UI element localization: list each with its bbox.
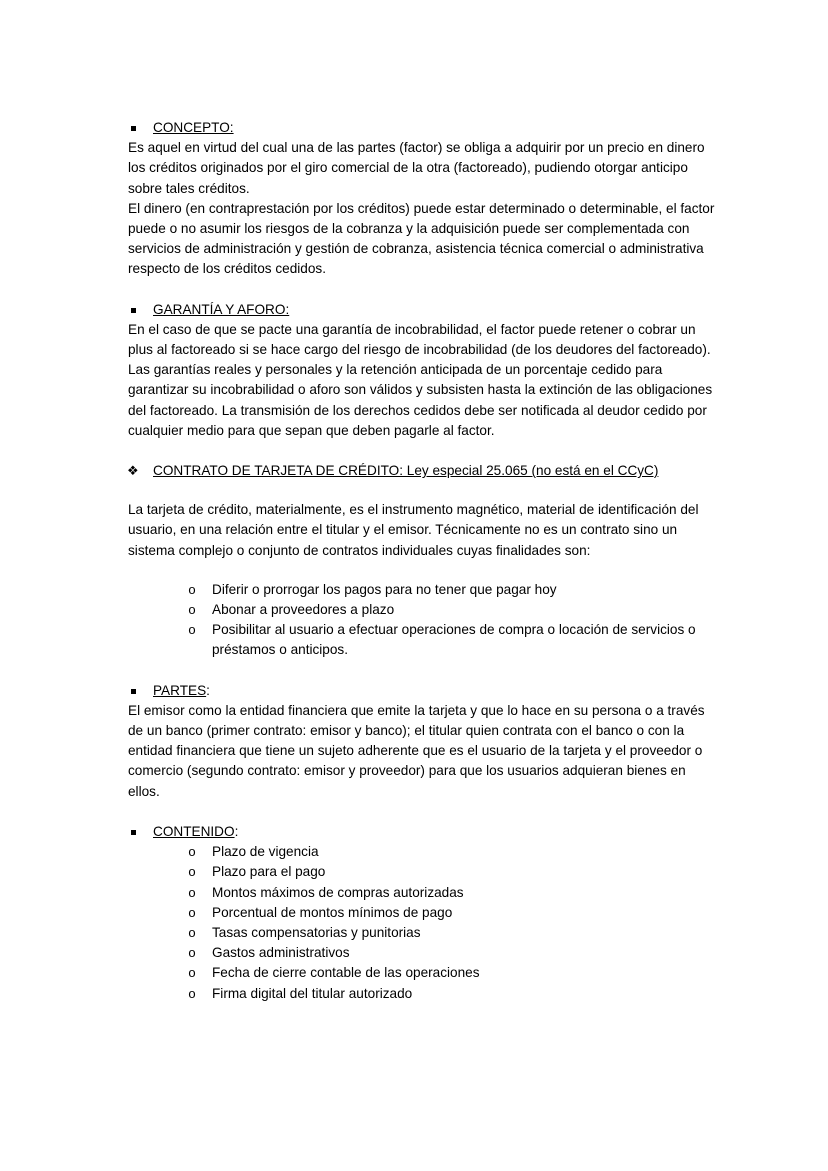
circle-bullet-icon: o — [188, 581, 196, 597]
circle-bullet-icon: o — [188, 965, 196, 981]
list-item-text: Abonar a proveedores a plazo — [212, 602, 395, 618]
diamond-bullet-icon: ❖ — [127, 463, 139, 479]
circle-bullet-icon: o — [188, 602, 196, 618]
square-bullet-icon — [131, 689, 136, 694]
list-item — [187, 620, 718, 660]
list-item — [187, 600, 718, 620]
section-heading-partes — [128, 681, 718, 701]
list-item — [187, 963, 718, 983]
paragraph: La tarjeta de crédito, materialmente, es el instrumento magnético, material de identificación del usuario, en una relación entre el titular y el emisor. Técnicamente no es un contrato sino un sistema complejo o conjunto de contratos individuales cuyas finalidades son: — [128, 502, 699, 558]
section-heading-tarjeta — [128, 461, 718, 481]
list-item-text: Firma digital del titular autorizado — [212, 985, 413, 1001]
list-item — [187, 580, 718, 600]
list-item — [187, 903, 718, 923]
list-item-text: Porcentual de montos mínimos de pago — [212, 904, 453, 920]
list-item-text: Fecha de cierre contable de las operaciones — [212, 965, 480, 981]
document-body — [128, 118, 718, 1004]
paragraph: El emisor como la entidad financiera que emite la tarjeta y que lo hace en su persona o a través de un banco (primer contrato: emisor y banco); el titular quien contrata con el banco o con la entidad financiera que tiene un sujeto adherente que es el usuario de la tarjeta y el proveedor o comercio (segundo contrato: emisor y proveedor) para que los usuarios adquieran bienes en ellos. — [128, 702, 705, 799]
list-item-text: Posibilitar al usuario a efectuar operaciones de compra o locación de servicios o préstamos o anticipos. — [212, 622, 696, 658]
heading-colon: : — [206, 682, 210, 698]
list-item — [187, 923, 718, 943]
paragraph: En el caso de que se pacte una garantía de incobrabilidad, el factor puede retener o cobrar un plus al factoreado si se hace cargo del riesgo de incobrabilidad (de los deudores del factoreado). — [128, 321, 711, 358]
circle-bullet-icon: o — [188, 945, 196, 961]
paragraph: Es aquel en virtud del cual una de las partes (factor) se obliga a adquirir por un precio en dinero los créditos originados por el giro comercial de la otra (factoreado), pudiendo otorgar anticipo sobre tales créditos. — [128, 140, 705, 196]
list-item-text: Tasas compensatorias y punitorias — [212, 924, 421, 940]
heading-text: CONCEPTO: — [153, 120, 234, 135]
heading-text: GARANTÍA Y AFORO: — [153, 301, 290, 317]
content-list — [128, 842, 718, 1004]
circle-bullet-icon: o — [188, 622, 196, 638]
list-item-text: Plazo de vigencia — [212, 844, 319, 860]
list-item-text: Montos máximos de compras autorizadas — [212, 884, 464, 900]
list-item-text: Gastos administrativos — [212, 945, 350, 961]
section-heading-contenido — [128, 822, 718, 842]
square-bullet-icon — [131, 126, 136, 131]
purposes-list — [128, 580, 718, 661]
circle-bullet-icon: o — [188, 985, 196, 1001]
paragraph: Las garantías reales y personales y la retención anticipada de un porcentaje cedido para garantizar su incobrabilidad o aforo son válidos y subsisten hasta la extinción de las obligaciones del factoreado. La transmisión de los derechos cedidos debe ser notificada al deudor cedido por cualquier medio para que sepan que deben pagarle al factor. — [128, 362, 713, 438]
square-bullet-icon — [131, 308, 136, 313]
circle-bullet-icon: o — [188, 884, 196, 900]
list-item — [187, 883, 718, 903]
paragraph: El dinero (en contraprestación por los créditos) puede estar determinado o determinable, el factor puede o no asumir los riesgos de la cobranza y la adquisición puede ser complementada con servicios de administración y gestión de cobranza, asistencia técnica comercial o administrativa respecto de los créditos cedidos. — [128, 200, 715, 277]
list-item-text: Diferir o prorrogar los pagos para no tener que pagar hoy — [212, 581, 557, 597]
heading-colon: : — [234, 823, 239, 839]
list-item-text: Plazo para el pago — [212, 864, 326, 880]
heading-text: PARTES — [153, 682, 207, 698]
list-item — [187, 842, 718, 862]
circle-bullet-icon: o — [188, 904, 196, 920]
list-item — [187, 984, 718, 1004]
heading-text: CONTRATO DE TARJETA DE CRÉDITO: Ley especial 25.065 (no está en el CCyC) — [153, 463, 659, 479]
section-heading-concepto — [128, 118, 718, 138]
heading-text: CONTENIDO — [153, 823, 235, 839]
circle-bullet-icon: o — [188, 844, 196, 860]
circle-bullet-icon: o — [188, 924, 196, 940]
list-item — [187, 943, 718, 963]
section-heading-garantia — [128, 300, 718, 320]
square-bullet-icon — [131, 830, 136, 835]
list-item — [187, 862, 718, 882]
circle-bullet-icon: o — [188, 864, 196, 880]
